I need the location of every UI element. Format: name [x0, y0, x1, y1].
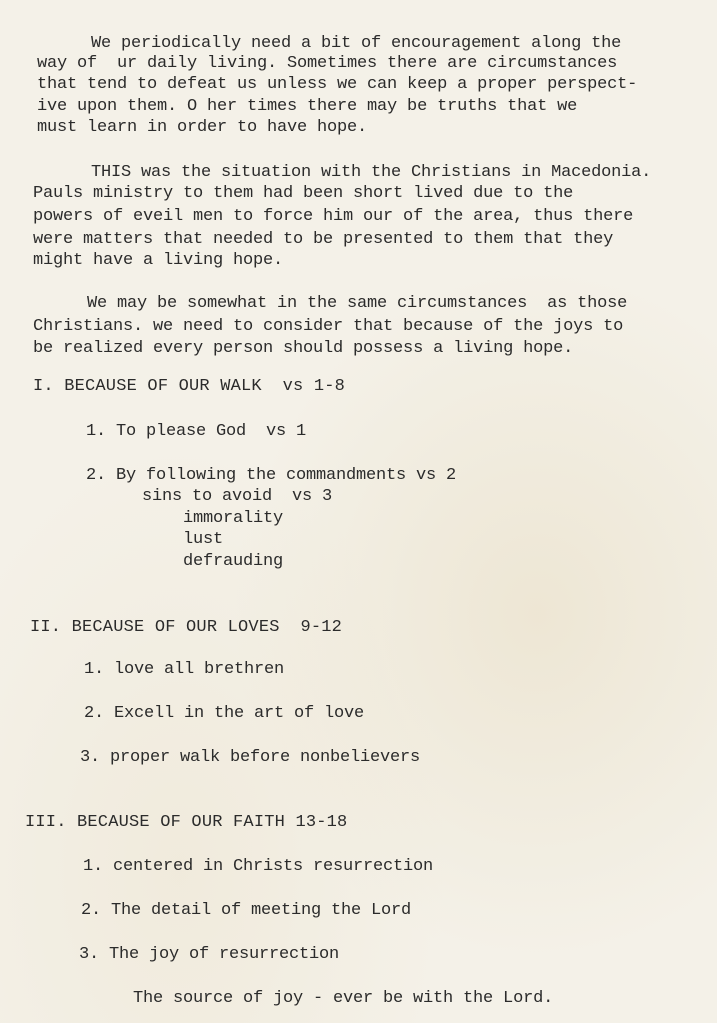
outline-point: 1. centered in Christs resurrection [83, 857, 434, 876]
section-heading-loves: II. BECAUSE OF OUR LOVES 9-12 [30, 618, 343, 637]
closing-statement: The source of joy - ever be with the Lord. [133, 989, 554, 1008]
context-paragraph-line: were matters that needed to be presented to them that they [33, 230, 614, 249]
outline-point: 2. The detail of meeting the Lord [81, 901, 412, 920]
outline-point: 1. To please God vs 1 [86, 422, 307, 441]
section-heading-walk: I. BECAUSE OF OUR WALK vs 1-8 [33, 377, 346, 396]
section-heading-faith: III. BECAUSE OF OUR FAITH 13-18 [25, 813, 348, 832]
intro-paragraph-line: We periodically need a bit of encouragement along the [91, 34, 622, 53]
outline-point: 3. The joy of resurrection [79, 945, 340, 964]
sin-item: defrauding [183, 552, 284, 571]
context-paragraph-line: might have a living hope. [33, 251, 284, 270]
sin-item: lust [183, 530, 224, 549]
context-paragraph-line: THIS was the situation with the Christians in Macedonia. [91, 163, 652, 182]
outline-point: 2. By following the commandments vs 2 [86, 466, 457, 485]
outline-point: 1. love all brethren [84, 660, 285, 679]
outline-point: 3. proper walk before nonbelievers [80, 748, 421, 767]
application-paragraph-line: We may be somewhat in the same circumstances as those [87, 294, 628, 313]
application-paragraph-line: Christians. we need to consider that because of the joys to [33, 317, 624, 336]
application-paragraph-line: be realized every person should possess a living hope. [33, 339, 574, 358]
outline-subpoint: sins to avoid vs 3 [142, 487, 333, 506]
intro-paragraph-line: ive upon them. O her times there may be truths that we [37, 97, 578, 116]
outline-point: 2. Excell in the art of love [84, 704, 365, 723]
sin-item: immorality [183, 509, 284, 528]
context-paragraph-line: Pauls ministry to them had been short lived due to the [33, 184, 574, 203]
intro-paragraph-line: must learn in order to have hope. [37, 118, 368, 137]
context-paragraph-line: powers of eveil men to force him our of the area, thus there [33, 207, 634, 226]
intro-paragraph-line: that tend to defeat us unless we can keep a proper perspect- [37, 75, 638, 94]
intro-paragraph-line: way of ur daily living. Sometimes there are circumstances [37, 54, 618, 73]
